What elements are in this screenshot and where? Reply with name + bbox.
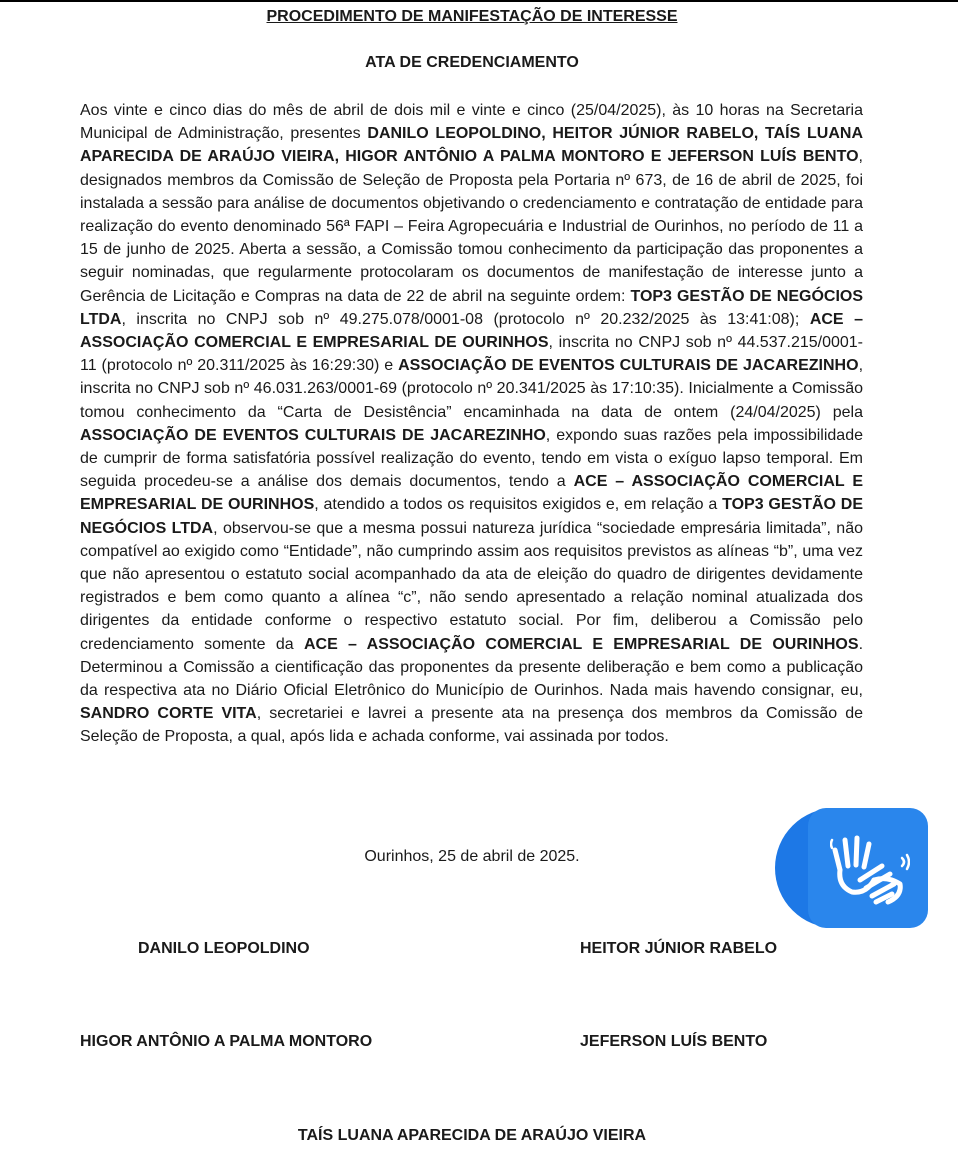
signature-danilo: DANILO LEOPOLDINO	[138, 940, 310, 957]
minutes-body	[80, 99, 863, 749]
org-jacarezinho: ASSOCIAÇÃO DE EVENTOS CULTURAIS DE JACAREZINHO	[80, 426, 546, 444]
org-ace: ACE – ASSOCIAÇÃO COMERCIAL E EMPRESARIAL DE OURINHOS	[80, 473, 863, 514]
org-ace: ACE – ASSOCIAÇÃO COMERCIAL E EMPRESARIAL DE OURINHOS	[303, 635, 859, 653]
top-border	[0, 0, 958, 2]
accessibility-widget-button[interactable]	[775, 808, 928, 928]
org-jacarezinho: ASSOCIAÇÃO DE EVENTOS CULTURAIS DE JACAREZINHO	[398, 357, 859, 375]
body-text-part: , inscrita no CNPJ sob nº 44.537.215/0001-11 (protocolo nº 20.311/2025 às 16:29:30) e	[80, 334, 864, 375]
secretary-name: SANDRO CORTE VITA	[80, 705, 257, 723]
document-title: PROCEDIMENTO DE MANIFESTAÇÃO DE INTERESSE	[266, 8, 678, 25]
signature-jeferson: JEFERSON LUÍS BENTO	[580, 1033, 768, 1050]
date-line: Ourinhos, 25 de abril de 2025.	[364, 848, 580, 865]
signature-heitor: HEITOR JÚNIOR RABELO	[580, 940, 778, 957]
body-text-part: Aos vinte e cinco dias do mês de abril de dois mil e vinte e cinco (25/04/2025), às 10 horas na Secretaria Municipal de Administração, presentes	[80, 102, 863, 143]
document-subtitle: ATA DE CREDENCIAMENTO	[365, 54, 579, 71]
body-text-part: , secretariei e lavrei a presente ata na presença dos membros da Comissão de Seleção de Proposta, a qual, após lida e achada conforme, vai assinada por todos.	[80, 705, 863, 746]
body-text-part: , inscrita no CNPJ sob nº 49.275.078/0001-08 (protocolo nº 20.232/2025 às 13:41:08);	[121, 310, 810, 328]
committee-members: DANILO LEOPOLDINO, HEITOR JÚNIOR RABELO, TAÍS LUANA APARECIDA DE ARAÚJO VIEIRA, HIGOR ANTÔNIO A PALMA MONTORO E JEFERSON LUÍS BENTO	[80, 125, 863, 166]
org-top3: TOP3 GESTÃO DE NEGÓCIOS LTDA	[80, 287, 864, 328]
signature-higor: HIGOR ANTÔNIO A PALMA MONTORO	[80, 1033, 373, 1050]
body-text-part: , expondo suas razões pela impossibilidade de cumprir de forma satisfatória possível realização do evento, tendo em vista o exíguo lapso temporal. Em seguida procedeu-se a análise dos demais documentos, tendo a	[80, 426, 863, 491]
body-text-part: , atendido a todos os requisitos exigidos e, em relação a	[314, 496, 723, 514]
org-ace: ACE – ASSOCIAÇÃO COMERCIAL E EMPRESARIAL DE OURINHOS	[80, 310, 863, 352]
body-text-part: , inscrita no CNPJ sob nº 46.031.263/0001-69 (protocolo nº 20.341/2025 às 17:10:35). Inicialmente a Comissão tomou conhecimento da “Carta de Desistência” encaminhada na data de ontem (24/04/2025) pela	[80, 357, 864, 421]
org-top3: TOP3 GESTÃO DE NEGÓCIOS LTDA	[80, 496, 864, 537]
body-text-part: , designados membros da Comissão de Seleção de Proposta pela Portaria nº 673, de 16 de abril de 2025, foi instalada a sessão para análise de documentos objetivando o credenciamento e contratação de entidade para realização do evento denominado 56ª FAPI – Feira Agropecuária e Industrial de Ourinhos, no período de 11 a 15 de junho de 2025. Aberta a sessão, a Comissão tomou conhecimento da participação das proponentes a seguir nominadas, que regularmente protocolaram os documentos de manifestação de interesse junto a Gerência de Licitação e Compras na data de 22 de abril na seguinte ordem:	[80, 148, 863, 305]
sign-language-icon	[830, 830, 910, 906]
body-text-part: , observou-se que a mesma possui natureza jurídica “sociedade empresária limitada”, não compatível ao exigido como “Entidade”, não cumprindo assim aos requisitos previstos as alíneas “b”, uma vez que não apresentou o estatuto social acompanhado da ata de eleição do quadro de dirigentes devidamente registrados e bem como quanto a alínea “c”, não sendo apresentado a relação nominal atualizada dos dirigentes da entidade conforme o respectivo estatuto social. Por fim, deliberou a Comissão pelo credenciamento somente da	[80, 519, 864, 653]
signature-tais: TAÍS LUANA APARECIDA DE ARAÚJO VIEIRA	[297, 1127, 647, 1144]
body-text-part: . Determinou a Comissão a cientificação das proponentes da presente deliberação e bem como a publicação da respectiva ata no Diário Oficial Eletrônico do Município de Ourinhos. Nada mais havendo consignar, eu,	[80, 635, 864, 700]
